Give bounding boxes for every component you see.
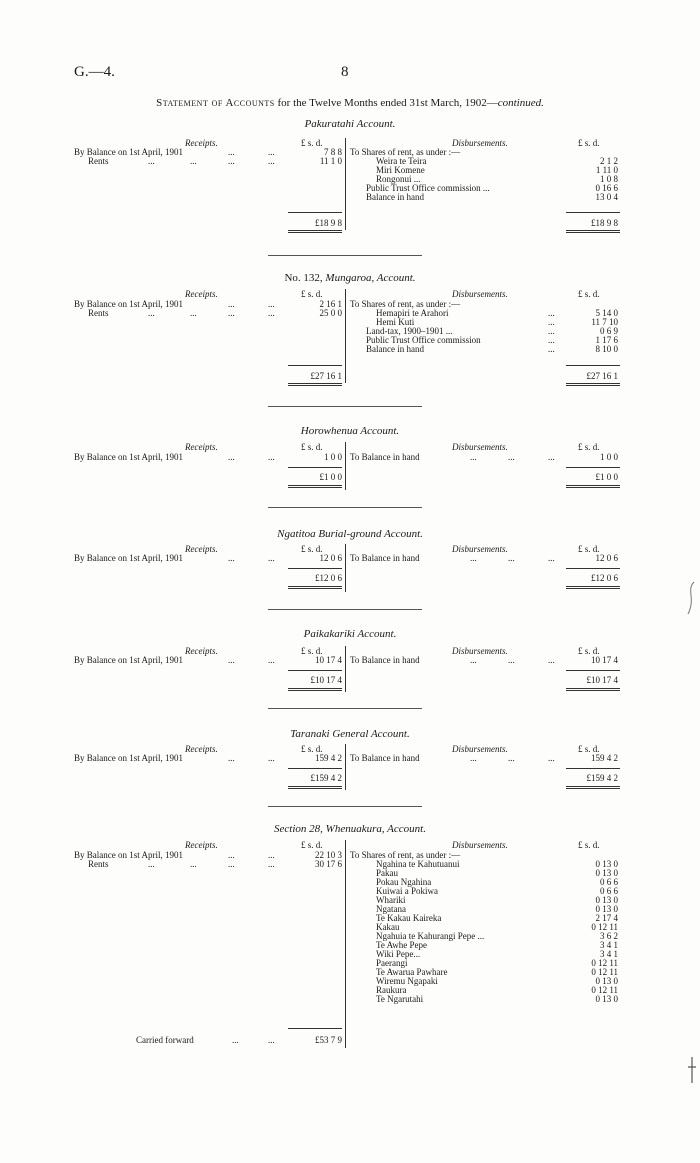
receipts-lsd-heading: £ s. d. (301, 442, 323, 452)
receipts-heading: Receipts. (185, 544, 218, 554)
total-rule (288, 670, 342, 671)
disbursement-line: Balance in hand (366, 344, 424, 354)
total-rule (288, 768, 342, 769)
leader-dots: ... (470, 553, 477, 563)
column-rule (345, 646, 346, 692)
total-rule (288, 365, 342, 366)
receipt-line: By Balance on 1st April, 1901 (74, 299, 183, 309)
disbursement-amount: 3 4 1 (600, 940, 618, 950)
column-rule (345, 840, 346, 1048)
section-separator (268, 255, 422, 256)
disbursement-line: Pakau (376, 868, 398, 878)
disbursement-amount: 159 4 2 (591, 753, 618, 763)
total-rule (566, 212, 620, 213)
disbursement-amount: 1 11 0 (595, 165, 618, 175)
whenuakura-account (0, 823, 700, 1053)
disbursement-line: Pokau Ngahina (376, 877, 432, 887)
leader-dots: ... (232, 1035, 239, 1045)
disbursement-line: Whariki (376, 895, 406, 905)
leader-dots: ... (228, 655, 235, 665)
carried-forward-label: Carried forward (136, 1035, 194, 1045)
taranaki-title: Taranaki General Account. (290, 728, 410, 740)
leader-dots: ... (190, 156, 197, 166)
leader-dots: ... (548, 317, 555, 327)
disbursement-line: Kakau (376, 922, 400, 932)
receipts-lsd-heading: £ s. d. (301, 138, 323, 148)
leader-dots: ... (268, 859, 275, 869)
leader-dots: ... (268, 452, 275, 462)
pakuratahi-title: Pakuratahi Account. (304, 118, 396, 130)
receipt-amount: 2 16 1 (319, 299, 342, 309)
receipt-amount: 30 17 6 (315, 859, 342, 869)
leader-dots: ... (148, 308, 155, 318)
leader-dots: ... (148, 156, 155, 166)
leader-dots: ... (548, 335, 555, 345)
statement-continued: continued. (497, 97, 544, 109)
disbursement-line: To Balance in hand (350, 655, 420, 665)
receipts-total: £10 17 4 (310, 675, 342, 685)
receipts-lsd-heading: £ s. d. (301, 744, 323, 754)
leader-dots: ... (228, 299, 235, 309)
disbursements-lsd-heading: £ s. d. (578, 289, 600, 299)
double-rule (288, 586, 342, 589)
disbursements-lsd-heading: £ s. d. (578, 138, 600, 148)
disbursement-amount: 0 13 0 (595, 868, 618, 878)
disbursement-amount: 0 13 0 (595, 859, 618, 869)
disbursement-amount: 1 0 8 (600, 174, 618, 184)
disbursement-line: Te Ngarutahi (376, 994, 424, 1004)
receipt-amount: 159 4 2 (315, 753, 342, 763)
total-rule (566, 365, 620, 366)
disbursement-line: To Shares of rent, as under :— (350, 147, 461, 157)
disbursement-line: Public Trust Office commission (366, 335, 481, 345)
double-rule (566, 230, 620, 233)
receipts-lsd-heading: £ s. d. (301, 646, 323, 656)
disbursements-lsd-heading: £ s. d. (578, 840, 600, 850)
disbursements-total: £10 17 4 (586, 675, 618, 685)
section-separator (268, 708, 422, 709)
receipt-amount: 7 8 8 (324, 147, 342, 157)
receipts-total: £27 16 1 (310, 371, 342, 381)
disbursement-amount: 0 6 6 (600, 877, 618, 887)
leader-dots: ... (228, 147, 235, 157)
receipt-line: By Balance on 1st April, 1901 (74, 452, 183, 462)
disbursement-line: Land-tax, 1900–1901 ... (366, 326, 453, 336)
leader-dots: ... (190, 859, 197, 869)
disbursement-amount: 5 14 0 (595, 308, 618, 318)
disbursement-amount: 0 13 0 (595, 904, 618, 914)
margin-mark-icon (682, 580, 698, 616)
disbursement-amount: 13 0 4 (595, 192, 618, 202)
disbursement-line: To Balance in hand (350, 452, 420, 462)
disbursements-total: £159 4 2 (586, 773, 618, 783)
disbursement-amount: 0 13 0 (595, 994, 618, 1004)
double-rule (288, 786, 342, 789)
total-rule (288, 467, 342, 468)
disbursement-line: To Shares of rent, as under :— (350, 299, 461, 309)
receipts-heading: Receipts. (185, 442, 218, 452)
double-rule (566, 688, 620, 691)
receipts-total: £1 0 0 (319, 472, 342, 482)
double-rule (288, 230, 342, 233)
total-rule (566, 768, 620, 769)
leader-dots: ... (268, 1035, 275, 1045)
total-rule (566, 670, 620, 671)
disbursements-total: £1 0 0 (595, 472, 618, 482)
total-rule (288, 568, 342, 569)
disbursement-line: Ngahuia te Kahurangi Pepe ... (376, 931, 485, 941)
receipts-lsd-heading: £ s. d. (301, 840, 323, 850)
section-separator (268, 806, 422, 807)
column-rule (345, 442, 346, 490)
leader-dots: ... (548, 452, 555, 462)
disbursement-line: Paerangi (376, 958, 408, 968)
disbursement-amount: 1 0 0 (600, 452, 618, 462)
disbursement-amount: 3 4 1 (600, 949, 618, 959)
leader-dots: ... (548, 326, 555, 336)
total-rule (566, 568, 620, 569)
section-separator (268, 406, 422, 407)
column-rule (345, 744, 346, 790)
disbursement-line: Raukura (376, 985, 407, 995)
double-rule (566, 786, 620, 789)
document-reference: G.—4. (74, 64, 115, 80)
section-separator (268, 507, 422, 508)
disbursements-lsd-heading: £ s. d. (578, 442, 600, 452)
disbursement-line: Te Awhe Pepe (376, 940, 428, 950)
disbursement-line: To Shares of rent, as under :— (350, 850, 461, 860)
carried-forward-amount: £53 7 9 (315, 1035, 342, 1045)
disbursement-amount: 0 12 11 (591, 958, 618, 968)
receipts-total: £18 9 8 (315, 218, 342, 228)
leader-dots: ... (548, 655, 555, 665)
leader-dots: ... (548, 753, 555, 763)
receipts-heading: Receipts. (185, 744, 218, 754)
disbursements-heading: Disbursements. (452, 544, 508, 554)
paikakariki-account (0, 628, 700, 698)
receipt-amount: 1 0 0 (324, 452, 342, 462)
receipts-heading: Receipts. (185, 840, 218, 850)
mungaroa-account (0, 272, 700, 392)
leader-dots: ... (548, 553, 555, 563)
disbursement-amount: 0 12 11 (591, 967, 618, 977)
receipt-amount: 25 0 0 (319, 308, 342, 318)
leader-dots: ... (268, 553, 275, 563)
disbursements-heading: Disbursements. (452, 289, 508, 299)
leader-dots: ... (548, 344, 555, 354)
receipts-total: £12 0 6 (315, 573, 342, 583)
disbursements-lsd-heading: £ s. d. (578, 646, 600, 656)
disbursements-total: £27 16 1 (586, 371, 618, 381)
disbursements-heading: Disbursements. (452, 744, 508, 754)
leader-dots: ... (470, 753, 477, 763)
disbursement-amount: 2 17 4 (595, 913, 618, 923)
leader-dots: ... (268, 147, 275, 157)
disbursement-line: To Balance in hand (350, 753, 420, 763)
disbursement-line: Kuiwai a Pokiwa (376, 886, 438, 896)
receipt-amount: 10 17 4 (315, 655, 342, 665)
leader-dots: ... (508, 753, 515, 763)
margin-mark-icon (686, 1055, 698, 1085)
double-rule (566, 586, 620, 589)
disbursement-line: Ngatana (376, 904, 406, 914)
disbursement-amount: 0 16 6 (595, 183, 618, 193)
disbursements-heading: Disbursements. (452, 646, 508, 656)
leader-dots: ... (228, 156, 235, 166)
whenuakura-title: Section 28, Whenuakura, Account. (274, 823, 426, 835)
leader-dots: ... (268, 308, 275, 318)
leader-dots: ... (228, 850, 235, 860)
receipt-line: Rents (88, 308, 109, 318)
double-rule (288, 688, 342, 691)
double-rule (288, 383, 342, 386)
receipt-line: By Balance on 1st April, 1901 (74, 147, 183, 157)
leader-dots: ... (470, 655, 477, 665)
receipt-line: By Balance on 1st April, 1901 (74, 753, 183, 763)
total-rule (566, 467, 620, 468)
receipts-lsd-heading: £ s. d. (301, 289, 323, 299)
statement-heading (0, 97, 700, 109)
disbursement-line: Miri Komene (376, 165, 425, 175)
disbursement-line: Hemi Kuti (376, 317, 415, 327)
disbursement-amount: 0 6 6 (600, 886, 618, 896)
leader-dots: ... (148, 859, 155, 869)
page-number: 8 (341, 64, 349, 80)
disbursement-line: Weira te Teira (376, 156, 427, 166)
leader-dots: ... (228, 859, 235, 869)
disbursement-amount: 11 7 10 (591, 317, 618, 327)
disbursement-line: Te Awarua Pawhare (376, 967, 448, 977)
disbursement-amount: 10 17 4 (591, 655, 618, 665)
leader-dots: ... (268, 753, 275, 763)
column-rule (345, 544, 346, 592)
leader-dots: ... (470, 452, 477, 462)
leader-dots: ... (228, 753, 235, 763)
ngatitoa-title: Ngatitoa Burial-ground Account. (277, 528, 423, 540)
leader-dots: ... (508, 553, 515, 563)
leader-dots: ... (268, 299, 275, 309)
disbursement-amount: 0 13 0 (595, 976, 618, 986)
horowhenua-account (0, 425, 700, 495)
receipt-amount: 22 10 3 (315, 850, 342, 860)
leader-dots: ... (268, 156, 275, 166)
disbursement-amount: 0 12 11 (591, 922, 618, 932)
ngatitoa-account (0, 528, 700, 598)
leader-dots: ... (508, 452, 515, 462)
disbursements-heading: Disbursements. (452, 138, 508, 148)
disbursement-line: Wiremu Ngapaki (376, 976, 438, 986)
statement-title: Statement of Accounts (156, 97, 275, 109)
disbursement-amount: 0 13 0 (595, 895, 618, 905)
disbursement-amount: 1 17 6 (595, 335, 618, 345)
leader-dots: ... (508, 655, 515, 665)
leader-dots: ... (190, 308, 197, 318)
disbursement-amount: 8 10 0 (595, 344, 618, 354)
disbursements-heading: Disbursements. (452, 442, 508, 452)
receipts-heading: Receipts. (185, 138, 218, 148)
disbursements-total: £12 0 6 (591, 573, 618, 583)
leader-dots: ... (228, 452, 235, 462)
disbursements-lsd-heading: £ s. d. (578, 544, 600, 554)
disbursements-heading: Disbursements. (452, 840, 508, 850)
disbursements-lsd-heading: £ s. d. (578, 744, 600, 754)
disbursement-line: Public Trust Office commission ... (366, 183, 490, 193)
receipt-line: Rents (88, 859, 109, 869)
receipt-line: By Balance on 1st April, 1901 (74, 553, 183, 563)
disbursement-amount: 0 6 9 (600, 326, 618, 336)
receipt-line: Rents (88, 156, 109, 166)
disbursements-total: £18 9 8 (591, 218, 618, 228)
disbursement-line: Balance in hand (366, 192, 424, 202)
leader-dots: ... (268, 850, 275, 860)
disbursement-line: To Balance in hand (350, 553, 420, 563)
receipt-amount: 12 0 6 (319, 553, 342, 563)
section-separator (268, 609, 422, 610)
paikakariki-title: Paikakariki Account. (303, 628, 397, 640)
total-rule (288, 1028, 342, 1029)
pakuratahi-account (0, 118, 700, 238)
statement-period: for the Twelve Months ended 31st March, 1902— (274, 97, 498, 109)
disbursement-amount: 3 6 2 (600, 931, 618, 941)
leader-dots: ... (228, 308, 235, 318)
disbursement-amount: 0 12 11 (591, 985, 618, 995)
leader-dots: ... (228, 553, 235, 563)
column-rule (345, 138, 346, 230)
receipt-amount: 11 1 0 (319, 156, 342, 166)
double-rule (566, 383, 620, 386)
receipts-heading: Receipts. (185, 646, 218, 656)
receipt-line: By Balance on 1st April, 1901 (74, 655, 183, 665)
receipts-total: £159 4 2 (310, 773, 342, 783)
leader-dots: ... (268, 655, 275, 665)
disbursement-line: Ngahina te Kahutuanui (376, 859, 460, 869)
receipt-line: By Balance on 1st April, 1901 (74, 850, 183, 860)
total-rule (288, 212, 342, 213)
disbursement-line: Wiki Pepe... (376, 949, 421, 959)
leader-dots: ... (548, 308, 555, 318)
disbursement-amount: 2 1 2 (600, 156, 618, 166)
double-rule (288, 485, 342, 488)
disbursement-line: Hemapiri te Arahori (376, 308, 449, 318)
receipts-heading: Receipts. (185, 289, 218, 299)
disbursement-amount: 12 0 6 (595, 553, 618, 563)
taranaki-account (0, 728, 700, 798)
mungaroa-title: No. 132, Mungaroa, Account. (284, 272, 416, 284)
double-rule (566, 485, 620, 488)
disbursement-line: Rongonui ... (376, 174, 421, 184)
receipts-lsd-heading: £ s. d. (301, 544, 323, 554)
column-rule (345, 289, 346, 383)
horowhenua-title: Horowhenua Account. (300, 425, 400, 437)
disbursement-line: Te Kakau Kaireka (376, 913, 442, 923)
